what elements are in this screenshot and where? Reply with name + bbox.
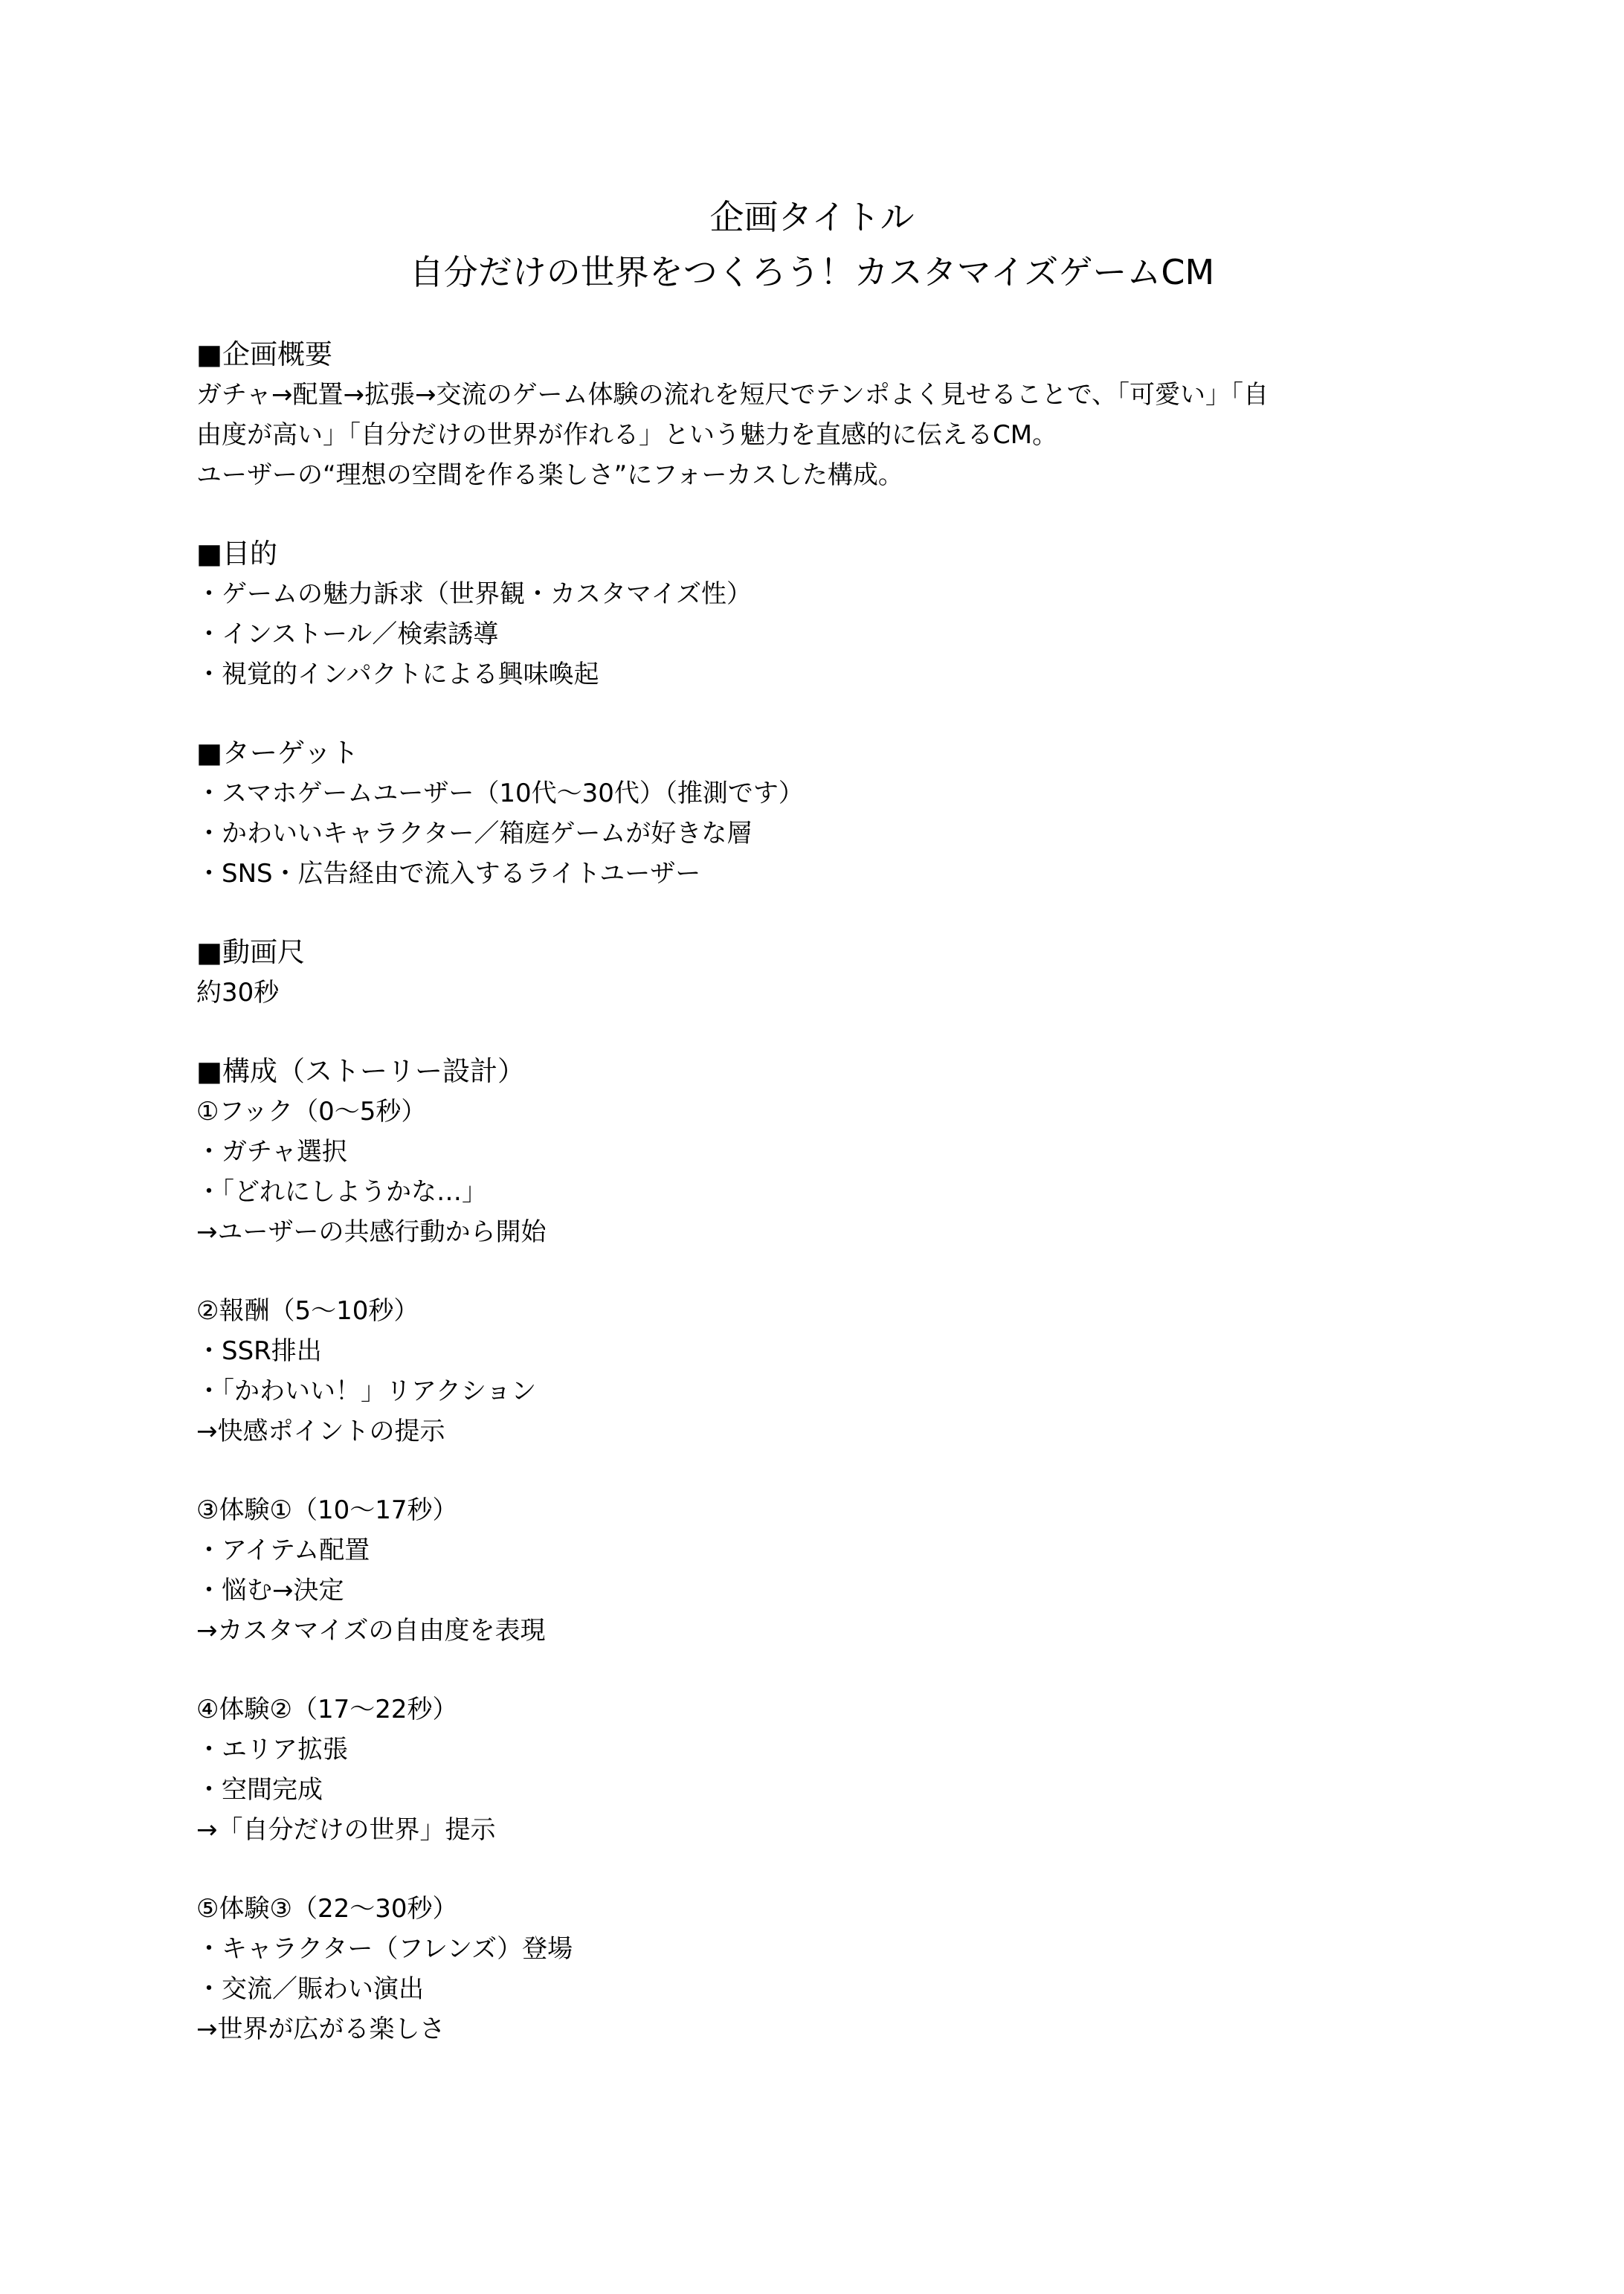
purpose-section	[196, 534, 1446, 695]
structure-part-hook	[196, 1092, 1446, 1252]
structure-part-title: ④体験②（17〜22秒）	[196, 1695, 458, 1724]
structure-section	[196, 1051, 1446, 2049]
document-body	[196, 335, 1446, 2049]
structure-heading: ■構成（ストーリー設計）	[196, 1055, 525, 1087]
structure-part-title: ③体験①（10〜17秒）	[196, 1495, 458, 1525]
structure-part-title: ⑤体験③（22〜30秒）	[196, 1894, 458, 1924]
duration-heading: ■動画尺	[196, 936, 305, 968]
structure-part-title: ①フック（0〜5秒）	[196, 1097, 427, 1127]
structure-part-line: ・エリア拡張	[196, 1735, 348, 1765]
overview-section	[196, 335, 1446, 495]
target-item: ・SNS・広告経由で流入するライトユーザー	[196, 859, 701, 889]
target-item: ・かわいいキャラクター／箱庭ゲームが好きな層	[196, 819, 753, 848]
purpose-item: ・ゲームの魅力訴求（世界観・カスタマイズ性）	[196, 579, 752, 609]
purpose-item: ・インストール／検索誘導	[196, 619, 499, 649]
purpose-item: ・視覚的インパクトによる興味喚起	[196, 660, 599, 689]
purpose-heading: ■目的	[196, 538, 277, 570]
structure-part-line: ・空間完成	[196, 1775, 323, 1805]
structure-part-line: ・アイテム配置	[196, 1536, 370, 1565]
structure-part-line: ・悩む→決定	[196, 1576, 344, 1605]
structure-part-reward	[196, 1291, 1446, 1452]
structure-part-experience-1	[196, 1490, 1446, 1651]
title-label: 企画タイトル	[709, 197, 915, 237]
target-item: ・スマホゲームユーザー（10代〜30代）（推測です）	[196, 779, 804, 808]
target-section	[196, 733, 1446, 894]
duration-value: 約30秒	[196, 978, 280, 1008]
overview-line: ユーザーの“理想の空間を作る楽しさ”にフォーカスした構成。	[196, 460, 903, 490]
overview-line: 由度が高い」「自分だけの世界が作れる」という魅力を直感的に伝えるCM。	[196, 420, 1058, 450]
structure-part-line: →快感ポイントの提示	[196, 1417, 445, 1446]
target-heading: ■ターゲット	[196, 737, 359, 769]
structure-part-line: ・「どれにしようかな…」	[196, 1177, 487, 1207]
structure-part-line: ・「かわいい！」リアクション	[196, 1376, 537, 1406]
structure-part-experience-3	[196, 1889, 1446, 2049]
structure-part-line: ・SSR排出	[196, 1336, 322, 1366]
structure-part-line: ・ガチャ選択	[196, 1137, 347, 1167]
document-title: 自分だけの世界をつくろう！カスタマイズゲームCM	[409, 252, 1215, 292]
title-block	[0, 190, 1624, 300]
duration-section	[196, 932, 1446, 1013]
structure-part-title: ②報酬（5〜10秒）	[196, 1296, 419, 1326]
structure-part-line: →カスタマイズの自由度を表現	[196, 1616, 546, 1646]
structure-part-line: ・キャラクター（フレンズ）登場	[196, 1934, 573, 1964]
overview-heading: ■企画概要	[196, 338, 332, 370]
structure-part-experience-2	[196, 1689, 1446, 1850]
overview-line: ガチャ→配置→拡張→交流のゲーム体験の流れを短尺でテンポよく見せることで、「可愛い」「自	[196, 380, 1269, 410]
structure-part-line: ・交流／賑わい演出	[196, 1974, 424, 2004]
structure-part-line: →「自分だけの世界」提示	[196, 1815, 496, 1845]
structure-part-line: →ユーザーの共感行動から開始	[196, 1217, 547, 1247]
structure-part-line: →世界が広がる楽しさ	[196, 2014, 445, 2044]
